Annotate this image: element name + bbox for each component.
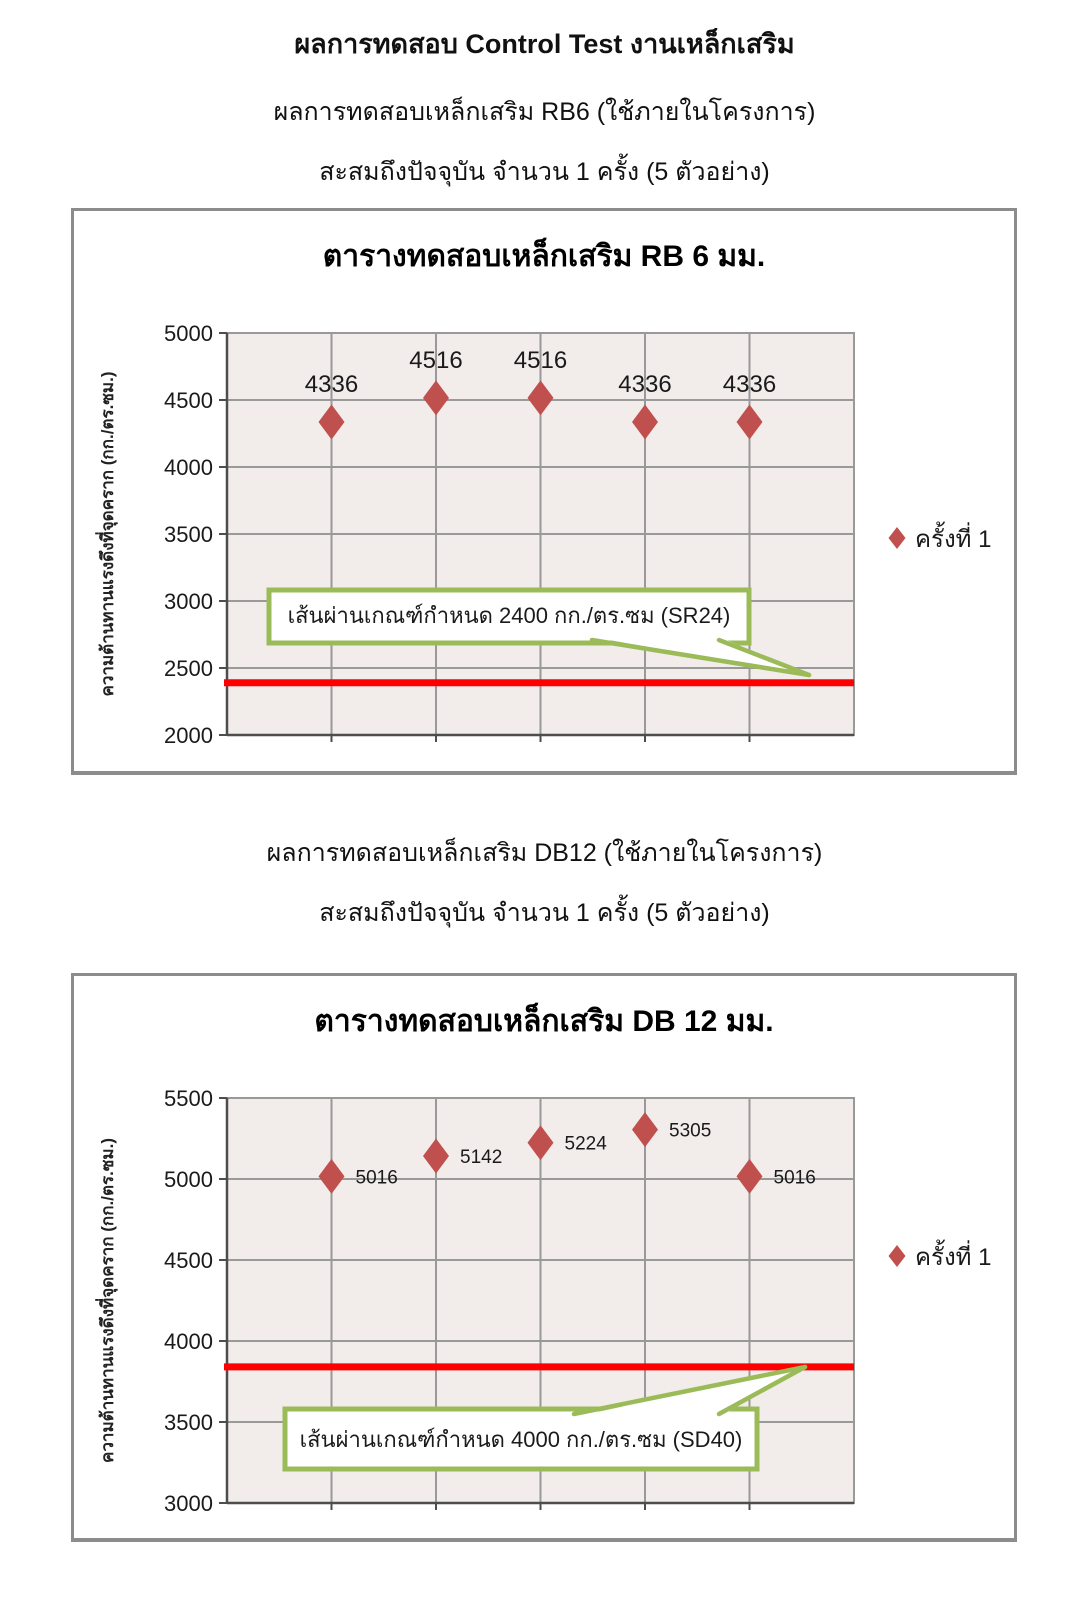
chart-rb6-title: ตารางทดสอบเหล็กเสริม RB 6 มม. <box>322 240 766 273</box>
report-title: ผลการทดสอบ Control Test งานเหล็กเสริม <box>294 29 795 59</box>
y-tick-label: 5000 <box>164 321 213 346</box>
chart-db12-frame <box>71 973 1017 1542</box>
data-point-label: 4516 <box>409 346 463 374</box>
y-tick-label: 4500 <box>164 1248 213 1273</box>
chart-rb6-frame <box>71 208 1017 775</box>
chart-rb6-y-axis-title: ความต้านทานแรงดึงที่จุดคราก (กก./ตร.ซม.) <box>98 371 117 697</box>
y-tick-label: 4000 <box>164 455 213 480</box>
legend-label: ครั้งที่ 1 <box>915 526 992 553</box>
data-point-label: 5142 <box>460 1146 503 1168</box>
y-tick-label: 3500 <box>164 1410 213 1435</box>
data-point-label: 5016 <box>355 1167 398 1189</box>
chart-db12-y-axis-title: ความต้านทานแรงดึงที่จุดคราก (กก./ตร.ซม.) <box>98 1138 117 1463</box>
data-point-label: 4516 <box>513 346 568 374</box>
chart-rb6-plot <box>74 211 1008 764</box>
y-tick-label: 3500 <box>164 522 213 547</box>
legend-marker-icon <box>889 527 906 549</box>
section1-line1: ผลการทดสอบเหล็กเสริม RB6 (ใช้ภายในโครงการ) <box>273 98 816 126</box>
y-tick-label: 4500 <box>164 388 213 413</box>
data-point-label: 5016 <box>773 1167 816 1189</box>
section2-line2: สะสมถึงปัจจุบัน จำนวน 1 ครั้ง (5 ตัวอย่าง) <box>319 899 770 927</box>
y-tick-label: 5500 <box>164 1086 213 1111</box>
y-tick-label: 4000 <box>164 1329 213 1354</box>
section1-line2: สะสมถึงปัจจุบัน จำนวน 1 ครั้ง (5 ตัวอย่าง) <box>319 158 770 186</box>
callout-label: เส้นผ่านเกณฑ์กำหนด 4000 กก./ตร.ซม (SD40) <box>299 1427 743 1452</box>
legend-label: ครั้งที่ 1 <box>915 1244 992 1271</box>
chart-db12-plot <box>74 976 1008 1531</box>
data-point-label: 5224 <box>564 1133 607 1155</box>
data-point-label: 4336 <box>722 370 777 398</box>
data-point-label: 5305 <box>669 1120 712 1142</box>
legend-marker-icon <box>889 1245 906 1267</box>
y-tick-label: 2500 <box>164 656 213 681</box>
data-point-label: 4336 <box>304 370 359 398</box>
y-tick-label: 3000 <box>164 589 213 614</box>
section2-line1: ผลการทดสอบเหล็กเสริม DB12 (ใช้ภายในโครงการ) <box>266 839 823 867</box>
y-tick-label: 5000 <box>164 1167 213 1192</box>
chart-db12-title: ตารางทดสอบเหล็กเสริม DB 12 มม. <box>314 1005 774 1038</box>
y-tick-label: 3000 <box>164 1491 213 1516</box>
data-point-label: 4336 <box>618 370 672 398</box>
y-tick-label: 2000 <box>164 723 213 748</box>
callout-label: เส้นผ่านเกณฑ์กำหนด 2400 กก./ตร.ซม (SR24) <box>287 603 731 628</box>
